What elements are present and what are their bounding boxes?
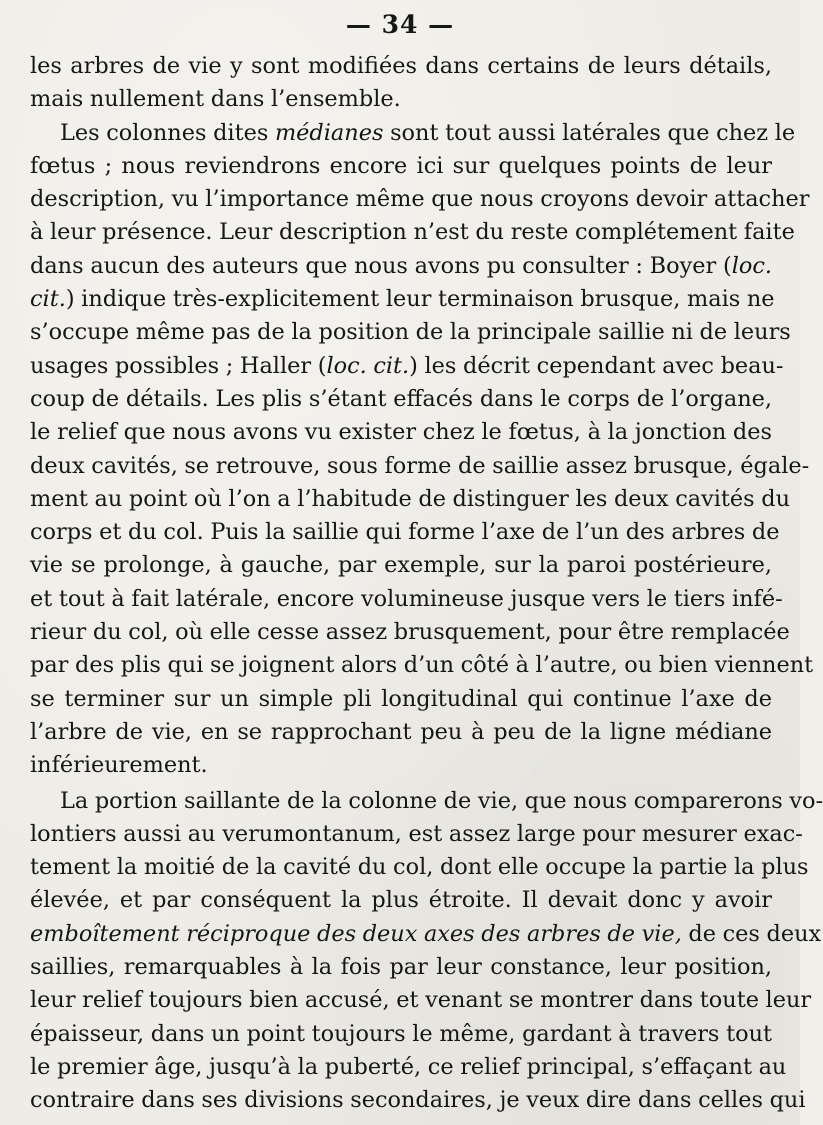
text-line: vie se prolonge, à gauche, par exemple, sur la paroi postérieure, [30,552,772,579]
page-number: — 34 — [345,10,455,39]
italic-text: médianes [274,119,384,146]
text-line: coup de détails. Les plis s’étant effacés dans le corps de l’organe, [30,385,772,412]
italic-text: loc. [731,252,772,279]
text-line: par des plis qui se joignent alors d’un côté à l’autre, ou bien viennent [30,652,814,679]
text-line: La portion saillante de la colonne de vie, que nous comparerons vo- [60,787,823,814]
text-line: tement la moitié de la cavité du col, dont elle occupe la partie la plus [30,854,809,881]
text-line: lontiers aussi au verumontanum, est assez large pour mesurer exac- [30,820,803,847]
text-line: mais nullement dans l’ensemble. [30,86,401,113]
text-line: corps et du col. Puis la saillie qui forme l’axe de l’un des arbres de [30,519,780,546]
italic-text: emboîtement réciproque des deux axes des arbres de vie, [30,920,682,947]
text-line: leur relief toujours bien accusé, et venant se montrer dans toute leur [30,987,812,1014]
text-line: l’arbre de vie, en se rapprochant peu à peu de la ligne médiane [30,718,772,745]
paragraph [30,117,814,783]
page-body [30,50,823,1118]
italic-text: cit. [30,286,66,313]
text-line: fœtus ; nous reviendrons encore ici sur quelques points de leur [30,152,772,179]
text-line: le relief que nous avons vu exister chez le fœtus, à la jonction des [30,419,772,446]
text-line: élevée, et par conséquent la plus étroite. Il devait donc y avoir [30,887,772,914]
text-line: usages possibles ; Haller (loc. cit.) les décrit cependant avec beau- [30,352,784,379]
text-line: se terminer sur un simple pli longitudinal qui continue l’axe de [30,685,772,712]
text-line: les arbres de vie y sont modifiées dans certains de leurs détails, [30,53,772,79]
text-line: épaisseur, dans un point toujours le même, gardant à travers tout [30,1020,772,1047]
paragraph [30,50,772,117]
text-line: s’occupe même pas de la position de la principale saillie ni de leurs [30,319,791,346]
text-line: ment au point où l’on a l’habitude de distinguer les deux cavités du [30,485,791,512]
text-line: dans aucun des auteurs que nous avons pu consulter : Boyer (loc. [30,252,772,279]
text-line: contraire dans ses divisions secondaires, je veux dire dans celles qui [30,1087,806,1114]
text-line: Les colonnes dites médianes sont tout aussi latérales que chez le [60,119,796,146]
text-line: deux cavités, se retrouve, sous forme de saillie assez brusque, égale- [30,452,810,479]
text-line: le premier âge, jusqu’à la puberté, ce relief principal, s’effaçant au [30,1053,787,1080]
italic-text: loc. cit. [326,352,410,379]
paragraph [30,785,823,1118]
text-line: saillies, remarquables à la fois par leur constance, leur position, [30,954,772,981]
text-line: inférieurement. [30,752,208,779]
text-line: à leur présence. Leur description n’est du reste complétement faite [30,219,795,246]
text-line: rieur du col, où elle cesse assez brusquement, pour être remplacée [30,619,790,646]
text-line: emboîtement réciproque des deux axes des arbres de vie, de ces deux [30,920,822,947]
text-line: description, vu l’importance même que nous croyons devoir attacher [30,186,810,213]
text-line: cit.) indique très-explicitement leur terminaison brusque, mais ne [30,286,775,313]
text-line: et tout à fait latérale, encore volumineuse jusque vers le tiers infé- [30,585,783,612]
